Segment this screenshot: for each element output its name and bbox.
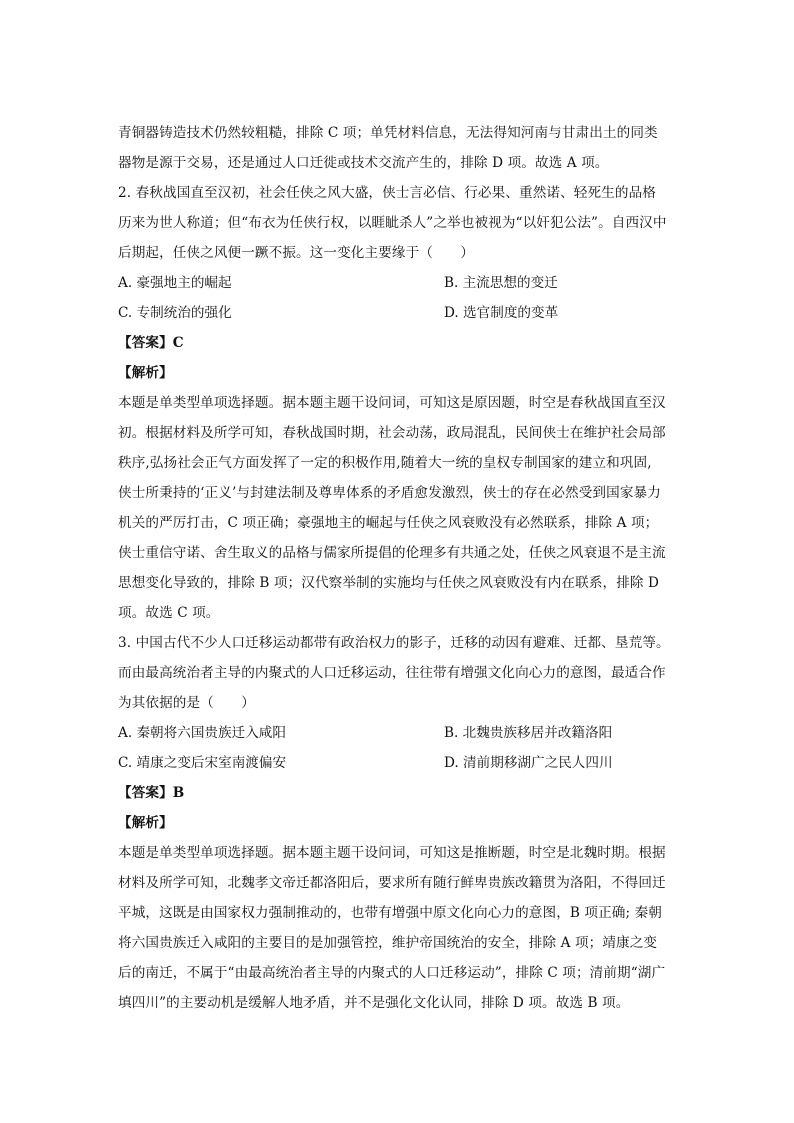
option-b: B. 北魏贵族移居并改籍洛阳 (444, 725, 613, 741)
options-row (118, 298, 678, 328)
options-row (118, 748, 678, 778)
answer-label: 【答案】C (118, 335, 184, 351)
option-c: C. 靖康之变后宋室南渡偏安 (118, 755, 287, 771)
options-row (118, 718, 678, 748)
question-2 (118, 178, 678, 628)
question-stem-line: 2. 春秋战国直至汉初，社会任侠之风大盛，侠士言必信、行必果、重然诺、轻死生的品格 (118, 185, 656, 201)
analysis-line: 项。故选 C 项。 (118, 605, 220, 621)
question-stem-line: 而由最高统治者主导的内聚式的人口迁移运动，往往带有增强文化向心力的意图，最适合作 (118, 665, 666, 681)
analysis-line: 填四川”的主要动机是缓解人地矛盾，并不是强化文化认同，排除 D 项。故选 B 项。 (118, 995, 630, 1011)
analysis-line: 机关的严厉打击，C 项正确；豪强地主的崛起与任侠之风衰败没有必然联系，排除 A 项； (118, 515, 659, 531)
question-stem-line: 3. 中国古代不少人口迁移运动都带有政治权力的影子，迁移的动因有避难、迁都、垦荒等。 (118, 635, 670, 651)
analysis-line: 侠士所秉持的‘正义’与封建法制及尊卑体系的矛盾愈发激烈，侠士的存在必然受到国家暴力 (118, 485, 661, 501)
analysis-line: 思想变化导致的，排除 B 项；汉代察举制的实施均与任侠之风衰败没有内在联系，排除 D (118, 575, 660, 591)
document-page (118, 118, 678, 1018)
analysis-line: 秩序,弘扬社会正气方面发挥了一定的积极作用,随着大一统的皇权专制国家的建立和巩固, (118, 455, 652, 471)
option-b: B. 主流思想的变迁 (444, 275, 558, 291)
analysis-label: 【解析】 (118, 815, 173, 831)
text-line: 器物是源于交易，还是通过人口迁徙或技术交流产生的，排除 D 项。故选 A 项。 (118, 155, 609, 171)
analysis-line: 本题是单类型单项选择题。据本题主题干设问词，可知这是推断题，时空是北魏时期。根据 (118, 845, 666, 861)
question-stem-line: 后期起，任侠之风便一蹶不振。这一变化主要缘于（ ） (118, 245, 475, 261)
option-a: A. 秦朝将六国贵族迁入咸阳 (118, 725, 286, 741)
option-d: D. 选官制度的变革 (444, 305, 559, 321)
question-stem-line: 为其依据的是（ ） (118, 695, 255, 711)
option-d: D. 清前期移湖广之民人四川 (444, 755, 613, 771)
analysis-line: 本题是单类型单项选择题。据本题主题干设问词，可知这是原因题，时空是春秋战国直至汉 (118, 395, 666, 411)
question-3 (118, 628, 678, 1018)
analysis-line: 平城，这既是由国家权力强制推动的，也带有增强中原文化向心力的意图，B 项正确; 秦朝 (118, 905, 662, 921)
text-line: 青铜器铸造技术仍然较粗糙，排除 C 项；单凭材料信息，无法得知河南与甘肃出土的同类 (118, 125, 658, 141)
answer-label: 【答案】B (118, 785, 185, 801)
intro-paragraph (118, 118, 678, 178)
options-row (118, 268, 678, 298)
option-a: A. 豪强地主的崛起 (118, 275, 232, 291)
question-stem-line: 历来为世人称道；但“布衣为任侠行权，以睚眦杀人”之举也被视为“以奸犯公法”。自西汉中 (118, 215, 667, 231)
analysis-line: 将六国贵族迁入咸阳的主要目的是加强管控，维护帝国统治的安全，排除 A 项；靖康之变 (118, 935, 658, 951)
analysis-line: 侠士重信守诺、舍生取义的品格与儒家所提倡的伦理多有共通之处，任侠之风衰退不是主流 (118, 545, 666, 561)
option-c: C. 专制统治的强化 (118, 305, 232, 321)
analysis-line: 材料及所学可知，北魏孝文帝迁都洛阳后，要求所有随行鲜卑贵族改籍贯为洛阳，不得回迁 (118, 875, 666, 891)
analysis-label: 【解析】 (118, 365, 173, 381)
analysis-line: 初。根据材料及所学可知，春秋战国时期，社会动荡，政局混乱，民间侠士在维护社会局部 (118, 425, 666, 441)
analysis-line: 后的南迁，不属于“由最高统治者主导的内聚式的人口迁移运动”，排除 C 项；清前期“湖广 (118, 965, 666, 981)
